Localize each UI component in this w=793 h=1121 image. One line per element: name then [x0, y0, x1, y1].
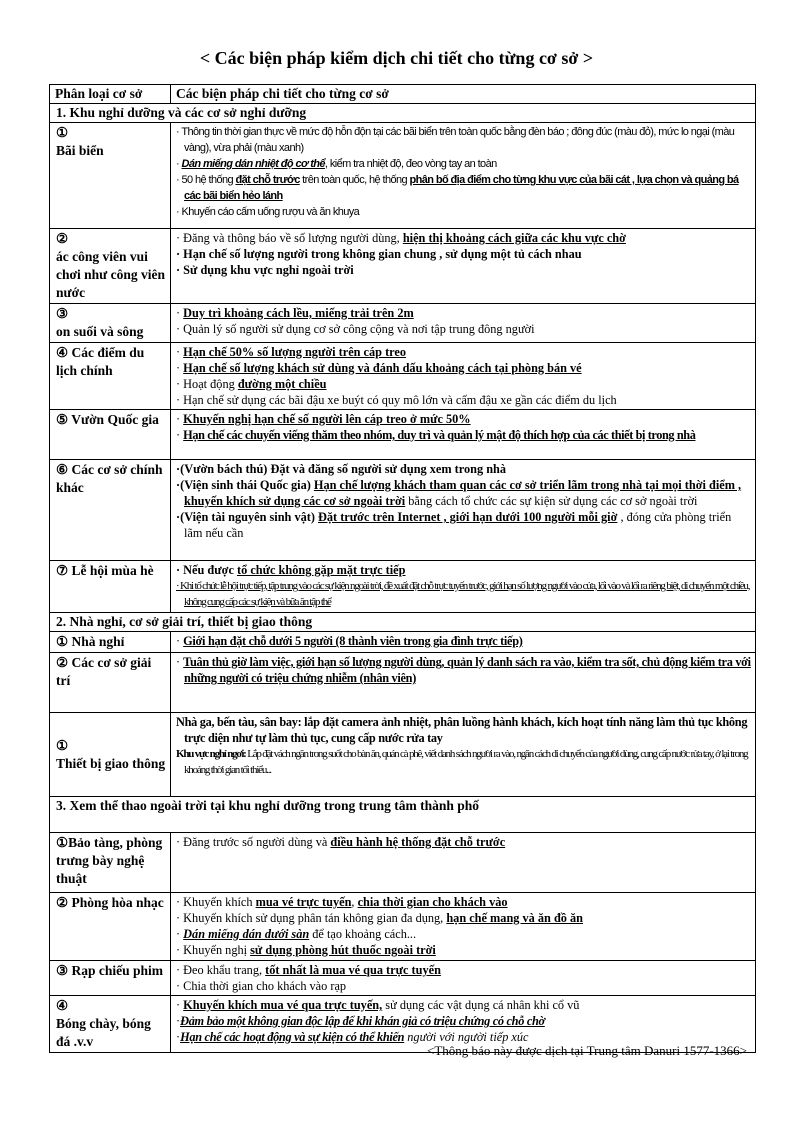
translation-footer: <Thông báo này được dịch tại Trung tâm Danuri 1577-1366>: [427, 1043, 747, 1058]
measure-item: · Hoạt động đường một chiều: [176, 377, 327, 391]
measure-item: · Hạn chế số lượng người trong không gian chung , sử dụng một tủ cách nhau: [176, 247, 582, 261]
measures-table: [49, 84, 756, 1053]
category-other-facilities: ⑥ Các cơ sở chính khác: [50, 460, 171, 561]
category-number: ②: [56, 231, 69, 246]
table-row: [50, 893, 756, 961]
section-title-2: 2. Nhà nghỉ, cơ sở giải trí, thiết bị giao thông: [50, 613, 756, 632]
category-museum: ①Bảo tàng, phòng trưng bày nghệ thuật: [50, 833, 171, 893]
table-row: [50, 961, 756, 996]
category-national-park: ⑤ Vườn Quốc gia: [50, 410, 171, 460]
section-row: [50, 104, 756, 123]
category-label: ác công viên vui chơi như công viên nước: [56, 249, 165, 300]
category-water-park: [50, 229, 171, 304]
measures-transport: [171, 713, 756, 797]
table-row: [50, 833, 756, 893]
measure-item: · Khuyến khích mua vé qua trực tuyến, sử dụng các vật dụng cá nhân khi cổ vũ: [176, 998, 580, 1012]
measures-leisure: [171, 653, 756, 713]
table-row: [50, 304, 756, 343]
table-header-row: [50, 85, 756, 104]
category-number: ④: [56, 998, 69, 1013]
measure-item: · Thông tin thời gian thực về mức độ hỗn độn tại các bãi biển trên toàn quốc bằng đèn báo ; đông đúc (màu đỏ), mức lo ngại (màu vàng), vừa phải (màu xanh): [176, 126, 735, 154]
measure-item: · Sử dụng khu vực nghỉ ngoài trời: [176, 263, 354, 277]
table-row: [50, 460, 756, 561]
category-concert-hall: ② Phòng hòa nhạc: [50, 893, 171, 961]
category-label: on suối và sông: [56, 324, 144, 339]
measure-item: · Đeo khẩu trang, tốt nhất là mua vé qua trực tuyến: [176, 963, 441, 977]
page-title: < Các biện pháp kiểm dịch chi tiết cho từng cơ sở >: [199, 48, 594, 68]
category-sports: [50, 996, 171, 1053]
category-label: Bãi biển: [56, 143, 104, 158]
measure-item: Khu vực nghỉ ngơi: Lắp đặt vách ngăn trong suốt cho bàn ăn, quán cà phê, viết danh sách người ra vào, ngăn cách di chuyển của người dùng, cung cấp nước rửa tay, ở lại trong khoảng thời gian tối thiểu...: [176, 748, 748, 776]
table-row: [50, 229, 756, 304]
measure-item: · Khuyến nghị sử dụng phòng hút thuốc ngoài trời: [176, 943, 436, 957]
measure-item: · Tuân thủ giờ làm việc, giới hạn số lượng người dùng, quản lý danh sách ra vào, kiểm tra sốt, chủ động kiểm tra với những người có triệu chứng nhiễm (nhân viên): [176, 655, 751, 685]
category-summer-festival: ⑦ Lễ hội mùa hè: [50, 561, 171, 613]
measure-item: ·(Viện tài nguyên sinh vật) Đặt trước trên Internet , giới hạn dưới 100 người mỗi giờ , đóng cửa phòng triển lãm nếu cần: [176, 510, 732, 540]
measure-item: ·(Viện sinh thái Quốc gia) Hạn chế lượng khách tham quan các cơ sở triển lãm trong nhà tại mọi thời điểm , khuyến khích sử dụng các cơ sở ngoài trời bằng cách tổ chức các sự kiện sử dụng các cơ sở ngoài trời: [176, 478, 742, 508]
section-row: [50, 797, 756, 833]
measure-item: · Khi tổ chức lễ hội trực tiếp, tập trung vào các sự kiện ngoài trời, đề xuất đặt chỗ trực tuyến trước, giới hạn số lượng người vào cửa, lối vào và lối ra riêng biệt, di chuyển một chiều, không cung cấp các sự kiện và bữa ăn tập thể: [176, 580, 750, 608]
category-number: ①: [56, 125, 69, 140]
measure-item: ·(Vườn bách thú) Đặt và đăng số người sử dụng xem trong nhà: [176, 462, 507, 476]
measure-item: Nhà ga, bến tàu, sân bay: lắp đặt camera ảnh nhiệt, phân luồng hành khách, kích hoạt tính năng làm thủ tục không trực diện như tự làm thủ tục, cung cấp nước rửa tay: [176, 715, 748, 745]
measure-item: · Đăng và thông báo về số lượng người dùng, hiện thị khoảng cách giữa các khu vực chờ: [176, 231, 626, 245]
section-title-3: 3. Xem thể thao ngoài trời tại khu nghỉ dưỡng trong trung tâm thành phố: [50, 797, 756, 833]
measures-cinema: [171, 961, 756, 996]
header-col-category: Phân loại cơ sở: [50, 85, 171, 104]
table-row: [50, 713, 756, 797]
measure-item: · Hạn chế sử dụng các bãi đậu xe buýt có quy mô lớn và cấm đậu xe gần các điểm du lịch: [176, 393, 617, 407]
measure-item: · Dán miếng dán dưới sàn để tạo khoảng cách...: [176, 927, 417, 941]
category-label: Bóng chày, bóng đá .v.v: [56, 1016, 151, 1049]
category-label: Thiết bị giao thông: [56, 755, 166, 771]
category-number: ③: [56, 306, 69, 321]
table-row: [50, 653, 756, 713]
measure-item: · Hạn chế các chuyến viếng thăm theo nhóm, duy trì và quản lý mật độ thích hợp của các thiết bị trong nhà: [176, 428, 696, 442]
measure-item: · Đăng trước số người dùng và điều hành hệ thống đặt chỗ trước: [176, 835, 506, 849]
measure-item: · Khuyến khích mua vé trực tuyến, chia thời gian cho khách vào: [176, 895, 508, 909]
table-row: [50, 123, 756, 229]
category-motel: ① Nhà nghỉ: [50, 632, 171, 653]
measures-museum: [171, 833, 756, 893]
category-beach: [50, 123, 171, 229]
measures-motel: [171, 632, 756, 653]
measure-item: ·Hạn chế các hoạt động và sự kiện có thể khiến người với người tiếp xúc: [176, 1030, 529, 1044]
measure-item: · Hạn chế số lượng khách sử dùng và đánh dấu khoảng cách tại phòng bán vé: [176, 361, 582, 375]
measures-concert-hall: [171, 893, 756, 961]
measures-tourist-spots: [171, 343, 756, 410]
measures-national-park: [171, 410, 756, 460]
header-col-measures: Các biện pháp chi tiết cho từng cơ sở: [171, 85, 756, 104]
measure-item: · 50 hệ thống đặt chỗ trước trên toàn quốc, hệ thống phân bố địa điểm cho từng khu vực của bãi cát , lựa chọn và quảng bá các bãi biển hẻo lánh: [176, 174, 739, 202]
measures-summer-festival: [171, 561, 756, 613]
measure-item: ·Đảm bảo một không gian độc lập để khi khán giả có triệu chứng có chỗ chờ: [176, 1014, 545, 1028]
category-cinema: ③ Rạp chiếu phim: [50, 961, 171, 996]
table-row: [50, 632, 756, 653]
table-row: [50, 410, 756, 460]
measure-item: · Khuyến nghị hạn chế số người lên cáp treo ở mức 50%: [176, 412, 471, 426]
section-title-1: 1. Khu nghỉ dưỡng và các cơ sở nghỉ dưỡng: [50, 104, 756, 123]
category-leisure: ② Các cơ sở giải trí: [50, 653, 171, 713]
category-tourist-spots: ④ Các điểm du lịch chính: [50, 343, 171, 410]
measure-item: · Khuyến cáo cấm uống rượu và ăn khuya: [176, 206, 360, 218]
measure-item: · Dán miếng dán nhiệt độ cơ thể, kiểm tra nhiệt độ, đeo vòng tay an toàn: [176, 158, 497, 170]
measures-springs: [171, 304, 756, 343]
category-number: ①: [56, 737, 69, 753]
measure-item: · Giới hạn đặt chỗ dưới 5 người (8 thành viên trong gia đình trực tiếp): [176, 634, 523, 648]
measure-item: · Nếu được tổ chức không gặp mặt trực tiếp: [176, 563, 406, 577]
measure-item: · Duy trì khoảng cách lều, miếng trải trên 2m: [176, 306, 414, 320]
table-row: [50, 343, 756, 410]
section-row: [50, 613, 756, 632]
category-springs: [50, 304, 171, 343]
table-row: [50, 561, 756, 613]
measure-item: · Hạn chế 50% số lượng người trên cáp treo: [176, 345, 407, 359]
category-transport: [50, 713, 171, 797]
measures-other-facilities: [171, 460, 756, 561]
measures-water-park: [171, 229, 756, 304]
measure-item: · Quản lý số người sử dụng cơ sở công cộng và nơi tập trung đông người: [176, 322, 535, 336]
measure-item: · Khuyến khích sử dụng phân tán không gian đa dụng, hạn chế mang và ăn đồ ăn: [176, 911, 583, 925]
measure-item: · Chia thời gian cho khách vào rạp: [176, 979, 347, 993]
measures-beach: [171, 123, 756, 229]
